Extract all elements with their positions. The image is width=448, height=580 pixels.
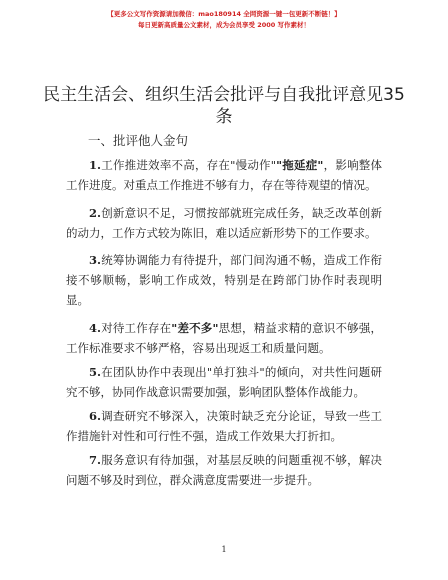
item-number: 6. (89, 409, 102, 423)
item-text: 创新意识不足，习惯按部就班完成任务，缺乏改革创新的动力，工作方式较为陈旧，难以适应新形势下的工作要求。 (66, 206, 382, 240)
list-item (66, 250, 382, 310)
list-item (66, 362, 382, 402)
item-number: 1. (89, 158, 102, 172)
item-number: 4. (89, 321, 102, 335)
item-text: 调查研究不够深入，决策时缺乏充分论证，导致一些工作措施针对性和可行性不强，造成工作效果大打折扣。 (66, 409, 382, 443)
promo-banner-line-2: 每日更新高质量公文素材，成为会员享受 2000 写作素材！ (137, 21, 311, 29)
page-number: 1 (221, 545, 227, 554)
promo-banner-line-1: 【更多公文写作资源请加微信：mao180914 全网资源一键一包更新不断链！】 (107, 10, 341, 18)
list-item (66, 450, 382, 490)
section-heading: 一、批评他人金句 (88, 133, 189, 148)
item-text-tail: 思想，精益求精的意识不够强，工作标准要求不够严格，容易出现返工和质量问题。 (66, 321, 383, 355)
list-item (66, 203, 382, 243)
item-text-tail: ，影响整体工作进度。对重点工作推进不够有力，存在等待观望的情况。 (66, 158, 383, 192)
item-text: 统筹协调能力有待提升，部门间沟通不畅，造成工作衔接不够顺畅，影响工作成效，特别是在跨部门协作时表现明显。 (66, 253, 382, 307)
list-item (66, 155, 382, 195)
item-text: 在团队协作中表现出"单打独斗"的倾向，对共性问题研究不够，协同作战意识需要加强，影响团队整体作战能力。 (66, 365, 382, 399)
item-number: 5. (89, 365, 102, 379)
item-number: 3. (89, 253, 102, 267)
item-number: 2. (89, 206, 102, 220)
document-title: 民主生活会、组织生活会批评与自我批评意见35条 (43, 85, 405, 127)
item-number: 7. (89, 453, 102, 467)
item-text: 服务意识有待加强，对基层反映的问题重视不够，解决问题不够及时到位，群众满意度需要进一步提升。 (66, 453, 382, 487)
promo-banner (0, 9, 448, 31)
item-text: 对待工作存在 (101, 321, 172, 335)
item-emphasis: "差不多" (171, 321, 219, 335)
list-item (66, 406, 382, 446)
item-text: 工作推进效率不高，存在"慢动作" (101, 158, 277, 172)
list-item (66, 318, 382, 358)
item-emphasis: "拖延症" (276, 158, 324, 172)
